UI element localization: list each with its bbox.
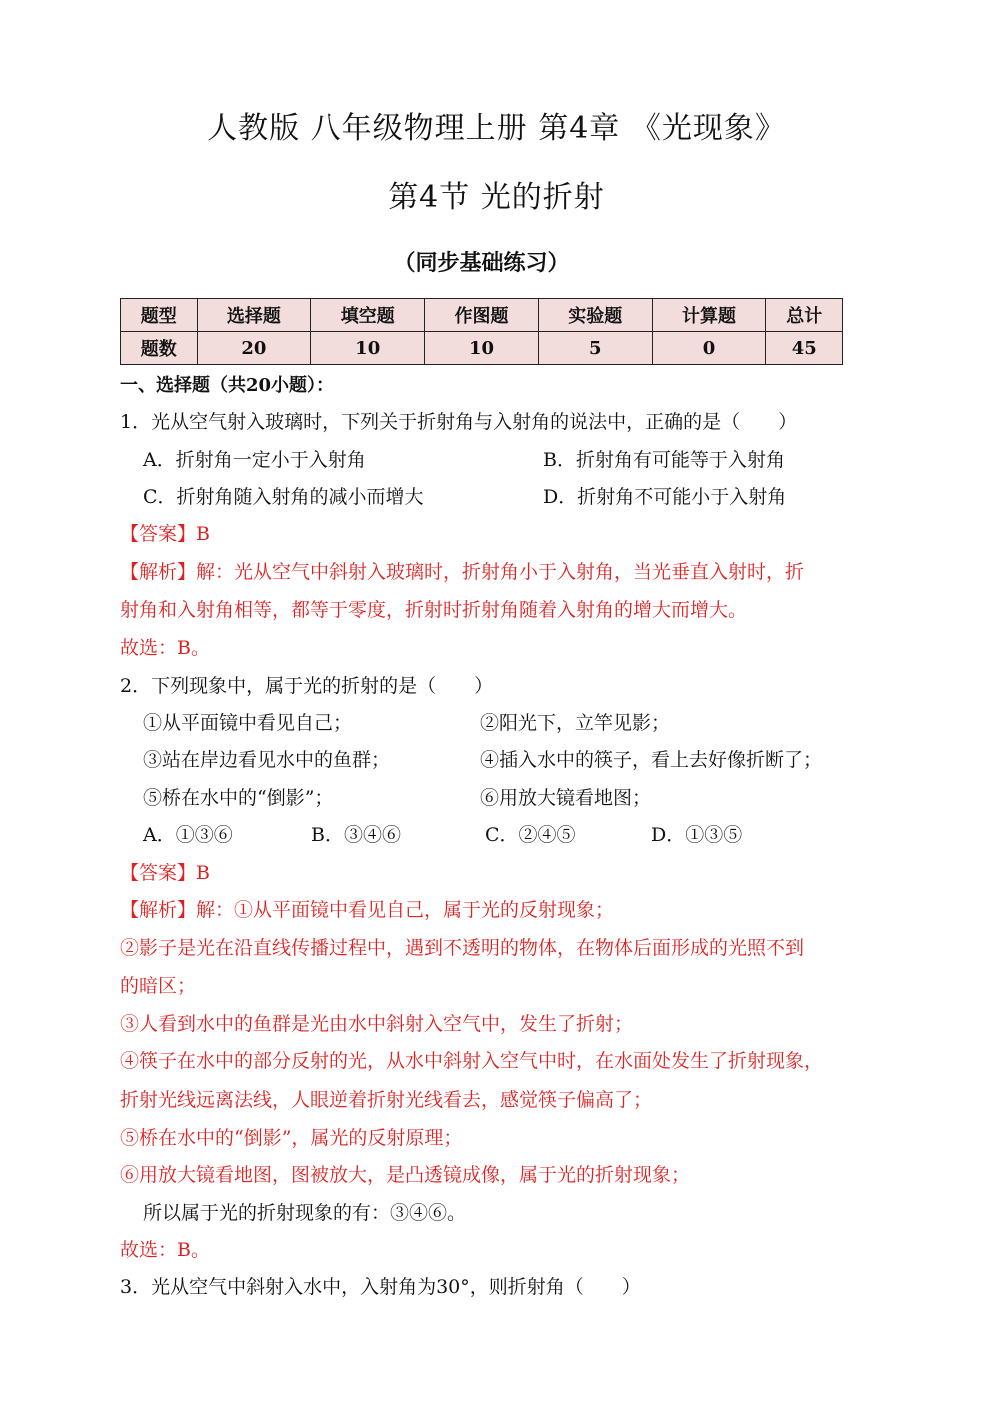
table-cell: 10	[425, 332, 539, 365]
question-2-item: ②阳光下，立竿见影；	[480, 712, 671, 734]
question-2-analysis-line: ⑥用放大镜看地图，图被放大，是凸透镜成像，属于光的折射现象；	[120, 1164, 691, 1186]
document-title: 人教版 八年级物理上册 第4章 《光现象》	[207, 111, 786, 146]
question-2-item: ④插入水中的筷子，看上去好像折断了；	[480, 749, 823, 771]
analysis-text: 解：①从平面镜中看见自己，属于光的反射现象；	[196, 899, 615, 921]
question-2-analysis-line: ④筷子在水中的部分反射的光，从水中斜射入空气中时，在水面处发生了折射现象，	[120, 1050, 824, 1072]
table-cell: 45	[766, 332, 843, 365]
question-1-option-d: D．折射角不可能小于入射角	[543, 486, 787, 508]
question-2-item: ①从平面镜中看见自己；	[143, 712, 353, 734]
question-2-conclusion: 故选：B。	[120, 1239, 210, 1261]
question-1-answer	[120, 519, 210, 546]
question-2-item: ③站在岸边看见水中的鱼群；	[143, 749, 391, 771]
question-1-analysis-line: 射角和入射角相等，都等于零度，折射时折射角随着入射角的增大而增大。	[120, 599, 748, 621]
question-2-analysis-line: ③人看到水中的鱼群是光由水中斜射入空气中，发生了折射；	[120, 1013, 634, 1035]
question-2-option-c: C．②④⑤	[485, 824, 576, 846]
question-2-option-d: D．①③⑤	[651, 824, 743, 846]
question-2-analysis-line: 的暗区；	[120, 975, 197, 997]
question-count-table	[120, 298, 843, 365]
question-2-analysis-line: ⑤桥在水中的“倒影”，属光的反射原理；	[120, 1127, 463, 1149]
answer-value: B	[196, 862, 210, 884]
question-1-option-a: A．折射角一定小于入射角	[143, 449, 366, 471]
table-row	[121, 332, 843, 365]
table-cell: 5	[538, 332, 652, 365]
question-2-analysis-line: ②影子是光在沿直线传播过程中，遇到不透明的物体，在物体后面形成的光照不到	[120, 937, 805, 959]
question-2-analysis-line: 折射光线远离法线，人眼逆着折射光线看去，感觉筷子偏高了；	[120, 1089, 653, 1111]
question-2-item: ⑤桥在水中的“倒影”；	[143, 787, 334, 809]
table-cell: 计算题	[652, 299, 766, 332]
practice-subtitle: （同步基础练习）	[393, 250, 570, 276]
question-2-option-a: A．①③⑥	[143, 824, 233, 846]
question-1-option-b: B．折射角有可能等于入射角	[543, 449, 785, 471]
analysis-tag: 【解析】	[120, 561, 197, 583]
table-cell: 作图题	[425, 299, 539, 332]
table-cell: 填空题	[311, 299, 425, 332]
answer-value: B	[196, 523, 210, 545]
table-cell: 题数	[121, 332, 198, 365]
table-cell: 总计	[766, 299, 843, 332]
analysis-text: 解：光从空气中斜射入玻璃时，折射角小于入射角，当光垂直入射时，折	[196, 561, 805, 583]
table-cell: 10	[311, 332, 425, 365]
question-2-answer	[120, 858, 210, 885]
question-2-option-b: B．③④⑥	[311, 824, 401, 846]
table-cell: 实验题	[538, 299, 652, 332]
analysis-tag: 【解析】	[120, 899, 197, 921]
table-cell: 0	[652, 332, 766, 365]
table-cell: 题型	[121, 299, 198, 332]
section-title: 第4节 光的折射	[388, 180, 605, 215]
section-heading: 一、选择题（共20小题）：	[120, 375, 335, 396]
question-3-stem: 3．光从空气中斜射入水中，入射角为30°，则折射角（ ）	[120, 1276, 641, 1298]
question-2-item: ⑥用放大镜看地图；	[480, 787, 652, 809]
question-1-conclusion: 故选：B。	[120, 637, 210, 659]
question-2-analysis	[120, 895, 614, 922]
table-cell: 20	[197, 332, 311, 365]
answer-tag: 【答案】	[120, 862, 197, 884]
answer-tag: 【答案】	[120, 523, 197, 545]
question-1-analysis	[120, 557, 804, 584]
table-header-row	[121, 299, 843, 332]
question-1-option-c: C．折射角随入射角的减小而增大	[143, 486, 424, 508]
question-2-stem: 2．下列现象中，属于光的折射的是（ ）	[120, 675, 494, 697]
question-1-stem: 1．光从空气射入玻璃时，下列关于折射角与入射角的说法中，正确的是（ ）	[120, 411, 798, 433]
table-cell: 选择题	[197, 299, 311, 332]
question-2-summary: 所以属于光的折射现象的有：③④⑥。	[143, 1202, 467, 1224]
